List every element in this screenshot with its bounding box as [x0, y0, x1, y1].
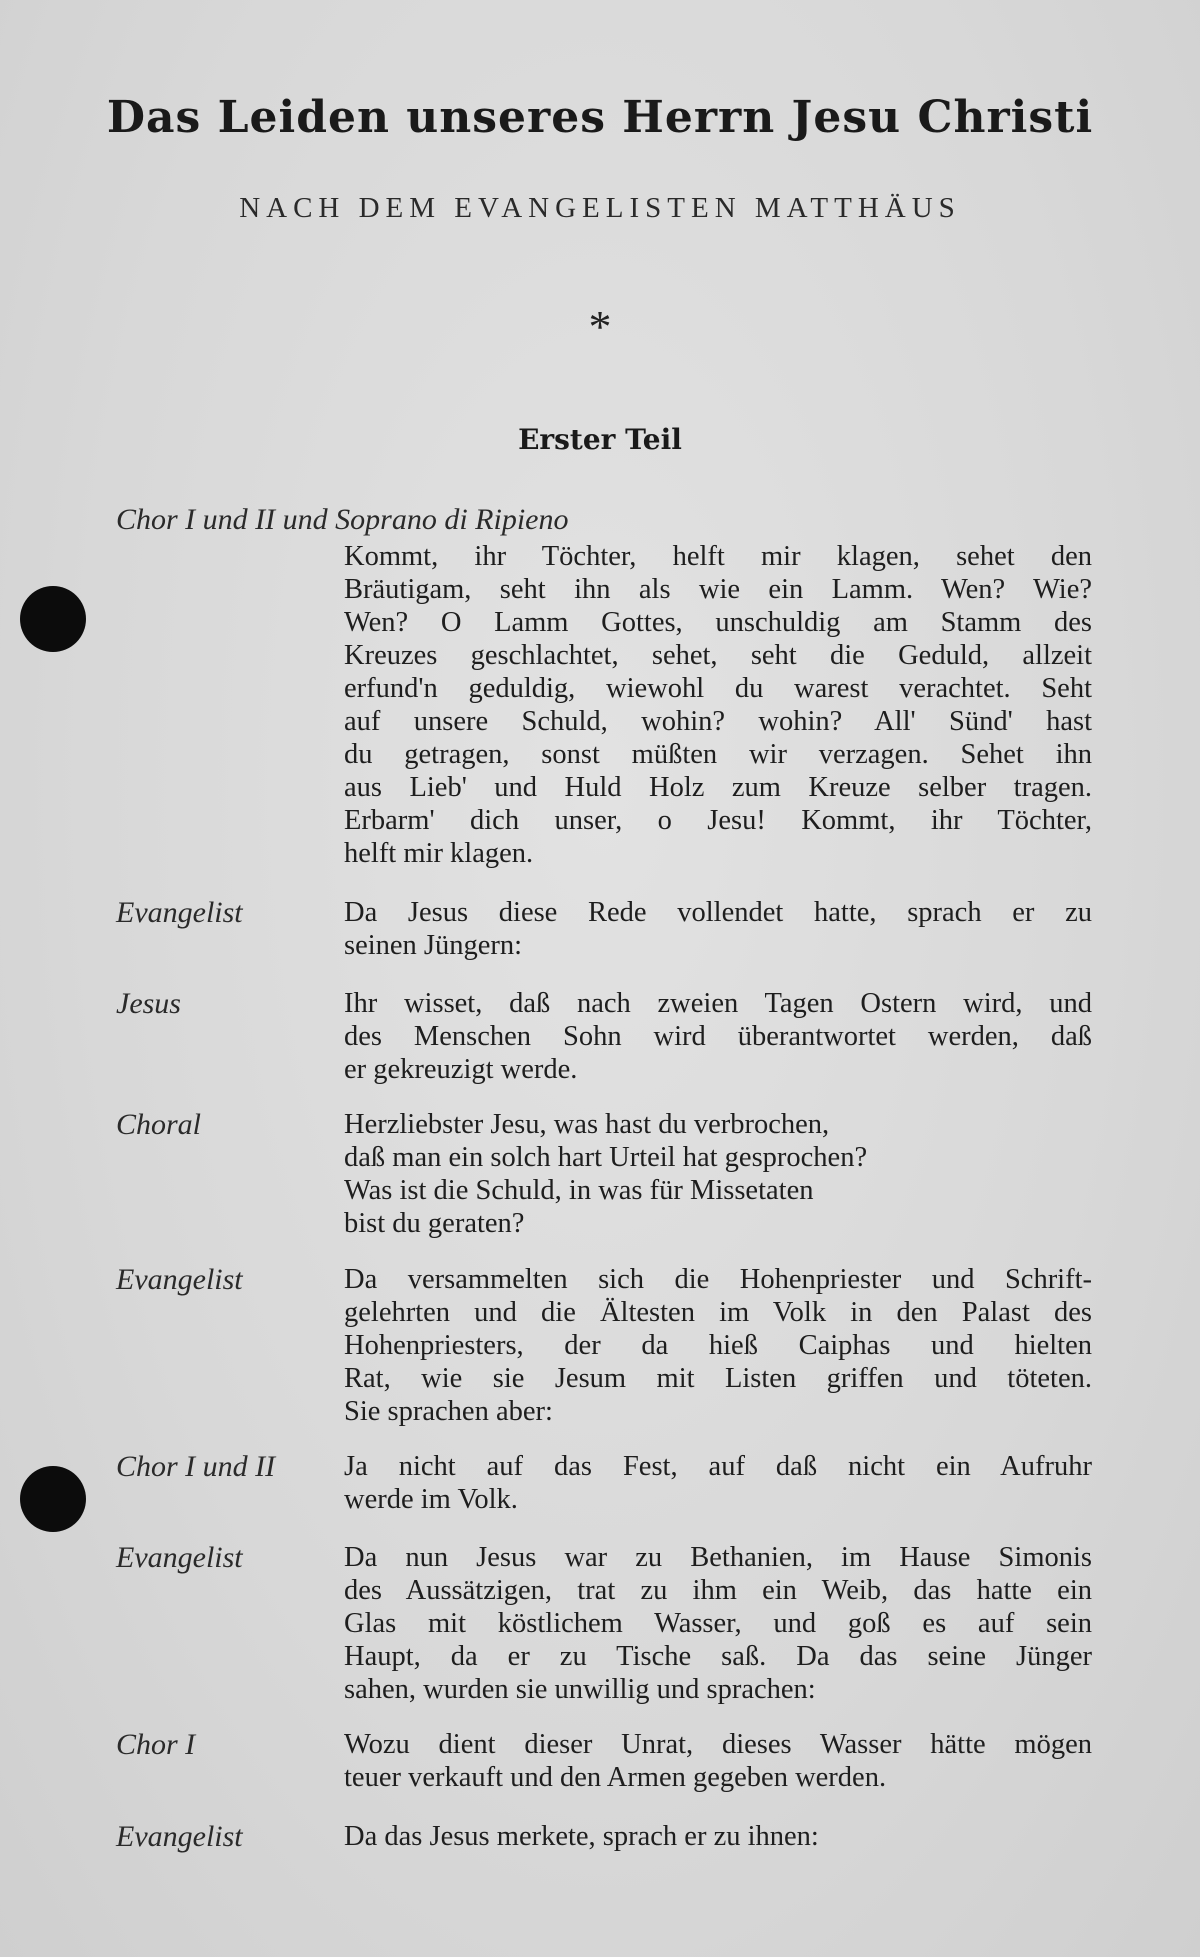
text-line: Da Jesus diese Rede vollendet hatte, sprach er zu	[344, 897, 1092, 928]
text-line: Wen? O Lamm Gottes, unschuldig am Stamm des	[344, 607, 1092, 638]
text-line: erfund'n geduldig, wiewohl du warest verachtet. Seht	[344, 673, 1092, 704]
speaker-label: Evangelist	[116, 1820, 243, 1853]
text-line: daß man ein solch hart Urteil hat gesprochen?	[344, 1142, 868, 1173]
text-line: des Menschen Sohn wird überantwortet werden, daß	[344, 1021, 1092, 1052]
entry-text	[344, 1450, 1092, 1516]
entry-text	[344, 896, 1092, 962]
entry-text	[344, 1108, 1092, 1240]
text-line: teuer verkauft und den Armen gegeben werden.	[344, 1762, 887, 1793]
text-line: Herzliebster Jesu, was hast du verbrochen,	[344, 1109, 830, 1140]
text-line: helft mir klagen.	[344, 838, 534, 869]
speaker-label: Evangelist	[116, 1541, 243, 1574]
text-line: Rat, wie sie Jesum mit Listen griffen und töteten.	[344, 1363, 1092, 1394]
text-line: des Aussätzigen, trat zu ihm ein Weib, das hatte ein	[344, 1575, 1092, 1606]
speaker-label: Choral	[116, 1108, 202, 1141]
text-line: Da das Jesus merkete, sprach er zu ihnen:	[344, 1821, 819, 1852]
speaker-label: Jesus	[116, 987, 181, 1020]
text-line: Haupt, da er zu Tische saß. Da das seine Jünger	[344, 1641, 1092, 1672]
speaker-label: Chor I und II	[116, 1450, 276, 1483]
text-line: Glas mit köstlichem Wasser, und goß es auf sein	[344, 1608, 1092, 1639]
entry-text	[344, 1820, 1092, 1853]
speaker-label: Chor I	[116, 1728, 196, 1761]
text-line: Hohenpriesters, der da hieß Caiphas und hielten	[344, 1330, 1092, 1361]
part-heading: Erster Teil	[518, 423, 682, 456]
speaker-label: Evangelist	[116, 896, 243, 929]
text-line: Kommt, ihr Töchter, helft mir klagen, sehet den	[344, 541, 1092, 572]
text-line: gelehrten und die Ältesten im Volk in den Palast des	[344, 1297, 1092, 1328]
speaker-label: Evangelist	[116, 1263, 243, 1296]
text-line: Ja nicht auf das Fest, auf daß nicht ein Aufruhr	[344, 1451, 1092, 1482]
text-line: seinen Jüngern:	[344, 930, 523, 961]
entry-text	[344, 1728, 1092, 1794]
page-title: Das Leiden unseres Herrn Jesu Christi	[106, 92, 1094, 143]
text-line: Erbarm' dich unser, o Jesu! Kommt, ihr Töchter,	[344, 805, 1092, 836]
entry-text	[344, 540, 1092, 870]
text-line: Da versammelten sich die Hohenpriester und Schrift-	[344, 1264, 1092, 1295]
entry-text	[344, 1263, 1092, 1428]
text-line: Was ist die Schuld, in was für Missetaten	[344, 1175, 814, 1206]
text-line: er gekreuzigt werde.	[344, 1054, 578, 1085]
opening-speaker: Chor I und II und Soprano di Ripieno	[116, 503, 569, 536]
text-line: du getragen, sonst müßten wir verzagen. Sehet ihn	[344, 739, 1092, 770]
page-subtitle: NACH DEM EVANGELISTEN MATTHÄUS	[239, 192, 961, 224]
text-line: werde im Volk.	[344, 1484, 518, 1515]
text-line: aus Lieb' und Huld Holz zum Kreuze selber tragen.	[344, 772, 1092, 803]
text-line: bist du geraten?	[344, 1208, 525, 1239]
text-line: Kreuzes geschlachtet, sehet, seht die Geduld, allzeit	[344, 640, 1092, 671]
text-line: sahen, wurden sie unwillig und sprachen:	[344, 1674, 816, 1705]
text-line: Ihr wisset, daß nach zweien Tagen Ostern wird, und	[344, 988, 1092, 1019]
text-line: Sie sprachen aber:	[344, 1396, 553, 1427]
entry-text	[344, 987, 1092, 1086]
text-line: auf unsere Schuld, wohin? wohin? All' Sünd' hast	[344, 706, 1092, 737]
text-line: Bräutigam, seht ihn als wie ein Lamm. Wen? Wie?	[344, 574, 1092, 605]
text-line: Wozu dient dieser Unrat, dieses Wasser hätte mögen	[344, 1729, 1092, 1760]
separator-asterisk: *	[588, 301, 612, 352]
entry-text	[344, 1541, 1092, 1706]
text-line: Da nun Jesus war zu Bethanien, im Hause Simonis	[344, 1542, 1092, 1573]
